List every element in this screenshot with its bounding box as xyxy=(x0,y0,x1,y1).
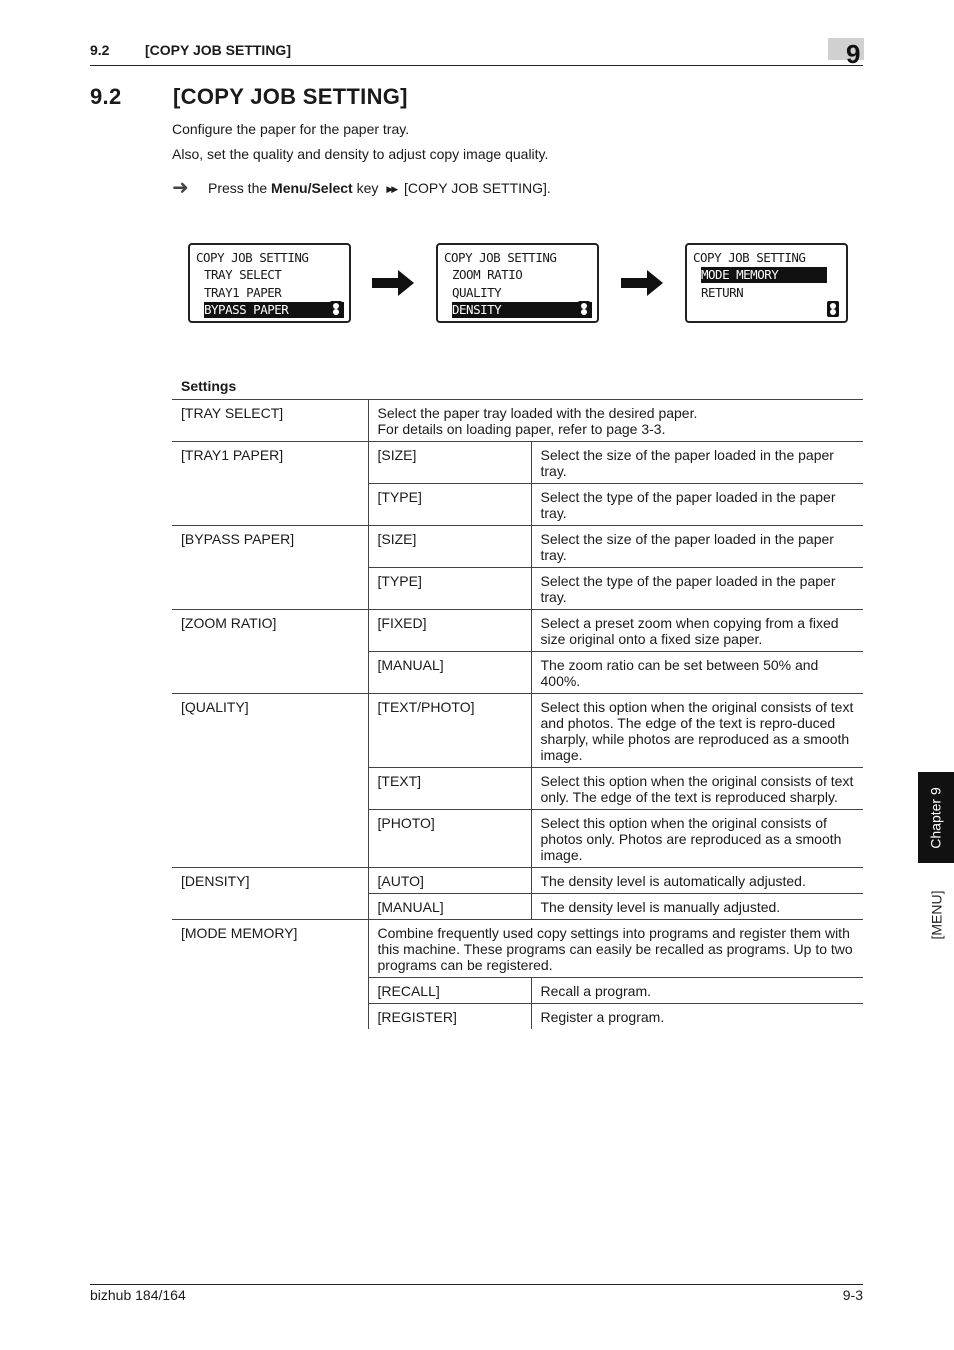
section-side-label xyxy=(918,880,954,950)
chapter-number: 9 xyxy=(846,39,861,69)
setting-option: [MANUAL] xyxy=(368,652,531,694)
settings-heading: Settings xyxy=(181,378,237,394)
lcd-line: ZOOM RATIO xyxy=(452,267,523,282)
setting-option: [TYPE] xyxy=(368,484,531,526)
setting-description: The density level is automatically adjusted. xyxy=(531,868,863,894)
setting-name: [MODE MEMORY] xyxy=(172,920,368,1030)
table-row xyxy=(172,868,863,894)
setting-description: Select this option when the original consists of text and photos. The edge of the text is repro-duced sharply, while photos are reproduced as a smooth image. xyxy=(531,694,863,768)
intro-paragraph-1: Configure the paper for the paper tray. xyxy=(172,121,410,137)
double-arrow-icon: ▶▶ xyxy=(386,184,397,194)
setting-description: Select the type of the paper loaded in the paper tray. xyxy=(531,568,863,610)
table-row xyxy=(172,526,863,568)
lcd-screen-3 xyxy=(685,243,848,323)
lcd-screen-2 xyxy=(436,243,599,323)
scroll-indicator-icon xyxy=(827,301,839,317)
lcd-line: TRAY SELECT xyxy=(204,267,282,282)
setting-option: [REGISTER] xyxy=(368,1004,531,1030)
setting-name: [ZOOM RATIO] xyxy=(172,610,368,694)
footer-page-number: 9-3 xyxy=(842,1287,863,1303)
running-header xyxy=(90,42,291,58)
header-section-number: 9.2 xyxy=(90,42,110,58)
page-title xyxy=(90,84,408,110)
step-target: [COPY JOB SETTING]. xyxy=(404,180,551,196)
setting-description: Select the size of the paper loaded in the paper tray. xyxy=(531,526,863,568)
setting-description: Select a preset zoom when copying from a fixed size original onto a fixed size paper. xyxy=(531,610,863,652)
step-prefix: Press the xyxy=(208,180,272,196)
setting-description: Register a program. xyxy=(531,1004,863,1030)
intro-paragraph-2: Also, set the quality and density to adjust copy image quality. xyxy=(172,146,549,162)
setting-name: [TRAY1 PAPER] xyxy=(172,442,368,526)
setting-name: [QUALITY] xyxy=(172,694,368,868)
table-row xyxy=(172,694,863,768)
setting-option: [TYPE] xyxy=(368,568,531,610)
setting-option: [PHOTO] xyxy=(368,810,531,868)
setting-description: Select the paper tray loaded with the desired paper. For details on loading paper, refer to page 3-3. xyxy=(368,400,863,442)
arrow-right-icon xyxy=(372,270,414,296)
lcd-line-highlighted: BYPASS PAPER xyxy=(204,302,344,318)
step-arrow-icon: ➜ xyxy=(172,177,189,199)
setting-name: [BYPASS PAPER] xyxy=(172,526,368,610)
title-number: 9.2 xyxy=(90,84,122,109)
lcd-line-highlighted: DENSITY xyxy=(452,302,592,318)
setting-description: Combine frequently used copy settings into programs and register them with this machine. These programs can easily be recalled as programs. Up to two programs can be registered. xyxy=(368,920,863,978)
lcd-line: QUALITY xyxy=(452,285,502,300)
setting-option: [TEXT/PHOTO] xyxy=(368,694,531,768)
table-row xyxy=(172,920,863,978)
menu-label: [MENU] xyxy=(928,890,944,940)
lcd-line-highlighted: MODE MEMORY xyxy=(701,267,827,283)
setting-option: [FIXED] xyxy=(368,610,531,652)
setting-name: [TRAY SELECT] xyxy=(172,400,368,442)
footer-rule xyxy=(90,1284,863,1285)
setting-option: [AUTO] xyxy=(368,868,531,894)
table-row xyxy=(172,400,863,442)
setting-description: The zoom ratio can be set between 50% and 400%. xyxy=(531,652,863,694)
setting-option: [MANUAL] xyxy=(368,894,531,920)
settings-table xyxy=(172,399,863,1029)
scroll-indicator-icon xyxy=(330,301,342,317)
arrow-right-icon xyxy=(621,270,663,296)
procedure-step xyxy=(172,177,551,199)
setting-description: Select the size of the paper loaded in the paper tray. xyxy=(531,442,863,484)
lcd-line: TRAY1 PAPER xyxy=(204,285,282,300)
setting-option: [RECALL] xyxy=(368,978,531,1004)
table-row xyxy=(172,610,863,652)
lcd-line: COPY JOB SETTING xyxy=(693,250,806,265)
title-text: [COPY JOB SETTING] xyxy=(173,84,408,109)
setting-description: Recall a program. xyxy=(531,978,863,1004)
lcd-line: COPY JOB SETTING xyxy=(196,250,309,265)
table-row xyxy=(172,442,863,484)
step-text xyxy=(208,180,551,196)
setting-option: [TEXT] xyxy=(368,768,531,810)
setting-description: Select this option when the original consists of text only. The edge of the text is reproduced sharply. xyxy=(531,768,863,810)
chapter-side-tab-label xyxy=(918,772,954,863)
setting-option: [SIZE] xyxy=(368,442,531,484)
setting-name: [DENSITY] xyxy=(172,868,368,920)
setting-description: Select the type of the paper loaded in the paper tray. xyxy=(531,484,863,526)
lcd-line: RETURN xyxy=(701,285,744,300)
step-key-name: Menu/Select xyxy=(271,180,353,196)
footer-product: bizhub 184/164 xyxy=(90,1287,186,1303)
lcd-line: COPY JOB SETTING xyxy=(444,250,557,265)
setting-option: [SIZE] xyxy=(368,526,531,568)
chapter-label: Chapter 9 xyxy=(928,786,945,849)
lcd-screen-1 xyxy=(188,243,351,323)
header-rule xyxy=(90,65,863,66)
header-section-title: [COPY JOB SETTING] xyxy=(145,42,291,58)
step-middle: key xyxy=(352,180,383,196)
setting-description: Select this option when the original consists of photos only. Photos are reproduced as a smooth image. xyxy=(531,810,863,868)
scroll-indicator-icon xyxy=(578,301,590,317)
setting-description: The density level is manually adjusted. xyxy=(531,894,863,920)
